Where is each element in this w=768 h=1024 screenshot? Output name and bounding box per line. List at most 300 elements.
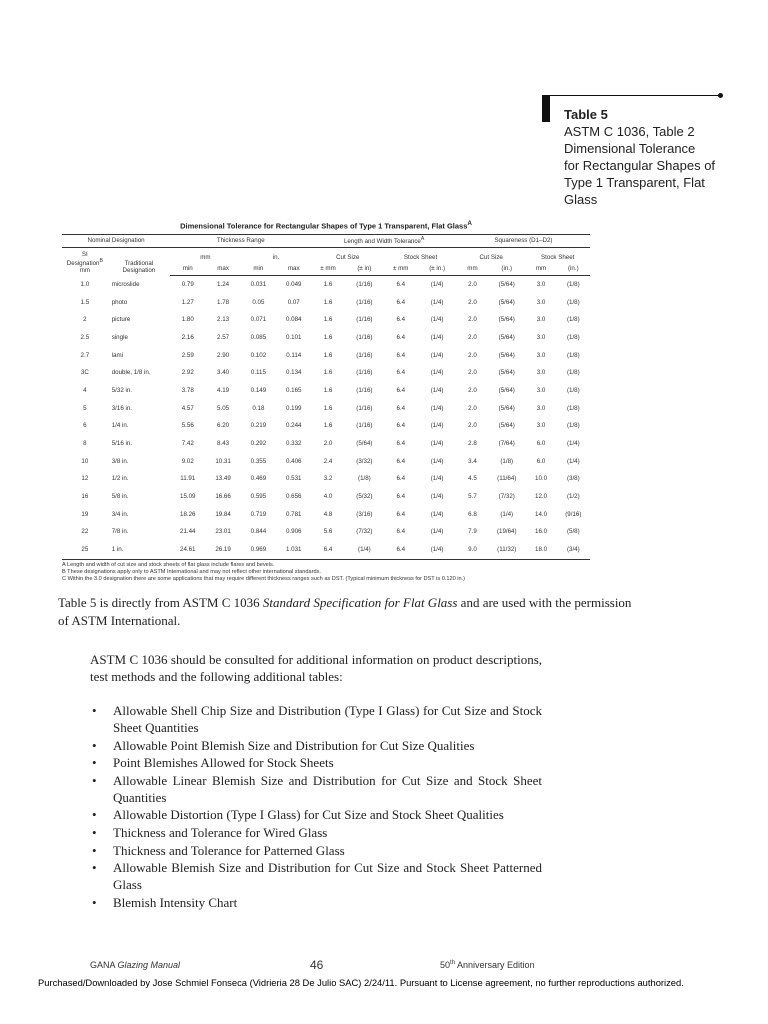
table-cell: (5/64) — [498, 280, 515, 288]
table-cell: (5/64) — [498, 316, 515, 324]
table-cell: (1/8) — [358, 475, 371, 483]
caption-line: Type 1 Transparent, Flat — [564, 175, 705, 190]
table-cell: (1/16) — [356, 386, 373, 394]
table-cell: 5/32 in. — [111, 386, 133, 394]
header-sq-stock-sheet: Stock Sheet — [541, 253, 575, 261]
table-cell: 6.4 — [396, 404, 406, 412]
table-cell: (19/64) — [496, 528, 517, 536]
table-cell: 0.134 — [285, 369, 302, 377]
table-cell: 1/4 in. — [111, 422, 129, 430]
table-cell: 2.13 — [217, 316, 230, 324]
table-cell: (1/8) — [566, 298, 580, 306]
header-sq-cut-size: Cut Size — [479, 253, 503, 261]
table-cell: 2.0 — [468, 280, 477, 288]
table-cell: 0.219 — [250, 422, 267, 430]
table-cell: 1.6 — [323, 298, 333, 306]
caption-line: ASTM C 1036, Table 2 — [564, 124, 695, 139]
table-row — [62, 399, 590, 417]
table-cell: (3/16) — [356, 510, 373, 518]
table-cell: 0.149 — [250, 386, 267, 394]
table-cell: 6.4 — [396, 440, 406, 448]
table-cell: 6.4 — [396, 333, 406, 341]
header-si: SI Designation$^B$ mm — [66, 250, 103, 274]
table-cell: 0.199 — [285, 404, 302, 412]
table-cell: 0.101 — [285, 333, 302, 341]
table-cell: 5/8 in. — [111, 493, 129, 501]
table-cell: 1.6 — [323, 422, 333, 430]
table-cell: 3.0 — [536, 351, 546, 359]
table-cell: 0.844 — [250, 528, 267, 536]
table-cell: 4.5 — [468, 475, 477, 483]
list-item: • Allowable Point Blemish Size and Distribution for Cut Size Qualities — [90, 737, 542, 754]
table-cell: (1/4) — [430, 386, 444, 394]
table-cell: 0.406 — [285, 457, 302, 465]
column-header: max — [205, 262, 240, 276]
table-cell: double, 1/8 in. — [111, 369, 151, 377]
table-cell: (1/4) — [430, 298, 444, 306]
table-cell: (1/16) — [356, 404, 373, 412]
table-cell: 4.8 — [323, 510, 333, 518]
table-cell: 3.0 — [536, 404, 546, 412]
table-cell: 11.91 — [180, 475, 196, 483]
table-cell: 16.66 — [215, 493, 231, 501]
table-footnotes — [62, 562, 590, 583]
table-cell: 1.78 — [217, 298, 230, 306]
table-cell: 0.102 — [250, 351, 267, 359]
table-cell: 8.43 — [217, 440, 230, 448]
table-cell: 3.2 — [323, 475, 333, 483]
header-cut-size: Cut Size — [336, 253, 360, 261]
table-cell: 2.0 — [468, 422, 477, 430]
table-cell: (1/4) — [345, 541, 384, 559]
table-cell: 0.165 — [285, 386, 302, 394]
table-cell: (1/8) — [566, 404, 580, 412]
table-cell: 0.031 — [250, 280, 267, 288]
table-cell: (1/4) — [566, 440, 580, 448]
table-cell: (3/4) — [557, 541, 590, 559]
table-cell: 6.4 — [384, 541, 417, 559]
list-item: • Allowable Distortion (Type I Glass) for Cut Size and Stock Sheet Qualities — [90, 806, 542, 823]
header-length-width: Length and Width Tolerance$^A$ — [311, 234, 456, 247]
table-cell: (5/8) — [566, 528, 580, 536]
table-cell: 1.24 — [217, 280, 230, 288]
table-cell: 6.4 — [396, 528, 406, 536]
list-item: • Thickness and Tolerance for Patterned Glass — [90, 842, 542, 859]
table-cell: 0.115 — [250, 369, 266, 377]
table-row — [62, 329, 590, 347]
table-cell: 5 — [83, 404, 87, 412]
table-cell: 3C — [80, 369, 89, 377]
table-cell: 16.0 — [535, 528, 548, 536]
table-cell: 13.49 — [215, 475, 231, 483]
table-cell: 0.595 — [250, 493, 267, 501]
table-cell: 0.114 — [286, 351, 302, 359]
table-cell: 16 — [81, 493, 89, 501]
table-cell: (1/8) — [566, 333, 580, 341]
table-cell: (1/16) — [356, 369, 373, 377]
table-cell: 2.57 — [217, 333, 230, 341]
caption-marker-bar — [542, 96, 550, 122]
caption-title: Table 5 — [564, 107, 608, 122]
table-cell: (1/16) — [356, 333, 373, 341]
table-cell: 1 in. — [108, 541, 170, 559]
table-cell: 0.05 — [252, 298, 265, 306]
table-cell: (1/4) — [500, 510, 514, 518]
table-cell: (1/4) — [430, 457, 444, 465]
table-cell: (1/4) — [430, 280, 444, 288]
caption-rule-dot — [718, 93, 723, 98]
table-cell: 6.4 — [396, 351, 406, 359]
column-header: mm — [525, 262, 556, 276]
table-cell: 19.84 — [215, 510, 231, 518]
column-header: mm — [457, 262, 488, 276]
column-header: ± mm — [311, 262, 344, 276]
table-cell: 0.531 — [285, 475, 302, 483]
table-cell: 3.0 — [536, 386, 546, 394]
table-cell: 26.19 — [205, 541, 240, 559]
table-cell: 3.0 — [536, 280, 546, 288]
table-cell: 6.4 — [396, 369, 406, 377]
table-cell: (1/4) — [430, 404, 444, 412]
purchase-notice: Purchased/Downloaded by Jose Schmiel Fonseca (Vidrieria 28 De Julio SAC) 2/24/11. Pursuant to License agreement, no further reproductions authorized. — [38, 977, 684, 988]
table-row — [62, 417, 590, 435]
table-cell: (1/16) — [356, 422, 373, 430]
table-cell: 2 — [83, 316, 87, 324]
table-cell: (1/4) — [430, 528, 444, 536]
source-title: Standard Specification for Flat Glass — [262, 595, 458, 610]
table-row — [62, 505, 590, 523]
table-cell: microslide — [111, 280, 140, 288]
table-cell: 6.4 — [396, 422, 406, 430]
table-cell: 12 — [81, 475, 89, 483]
table-cell: 0.049 — [285, 280, 302, 288]
table-cell: (1/4) — [430, 333, 444, 341]
table-cell: 0.07 — [287, 298, 300, 306]
table-cell: 6.4 — [396, 457, 406, 465]
table-cell: 6.0 — [536, 440, 546, 448]
table-row — [62, 523, 590, 541]
table-cell: 22 — [81, 528, 89, 536]
table-cell: (1/16) — [356, 280, 373, 288]
table-cell: 7/8 in. — [111, 528, 129, 536]
header-traditional: Traditional Designation — [122, 260, 156, 274]
table-cell: (1/4) — [430, 510, 444, 518]
tolerance-table-figure — [62, 220, 590, 583]
table-cell: 3/8 in. — [111, 457, 129, 465]
table-cell: (1/8) — [566, 351, 580, 359]
table-cell: picture — [111, 316, 131, 324]
table-cell: 5.7 — [468, 493, 477, 501]
table-cell: 0.469 — [250, 475, 267, 483]
header-in: in. — [272, 253, 280, 261]
table-cell: (3/8) — [566, 475, 580, 483]
table-cell: 24.61 — [170, 541, 205, 559]
table-cell: 3.4 — [468, 457, 477, 465]
table-cell: (11/32) — [488, 541, 525, 559]
table-cell: 2.92 — [181, 369, 194, 377]
column-header: (in.) — [557, 262, 590, 276]
table-cell: 1.6 — [323, 280, 333, 288]
table-cell: (1/8) — [566, 280, 580, 288]
table-cell: 0.969 — [241, 541, 276, 559]
table-cell: 2.0 — [323, 440, 333, 448]
table-cell: 6.4 — [396, 493, 406, 501]
table-cell: 2.0 — [468, 333, 477, 341]
table-cell: (7/32) — [498, 493, 515, 501]
table-cell: 2.0 — [468, 316, 477, 324]
header-thickness: Thickness Range — [170, 234, 311, 247]
table-cell: 6.4 — [396, 475, 406, 483]
table-cell: 21.44 — [180, 528, 196, 536]
additional-tables-list — [90, 702, 542, 911]
source-note: Table 5 is directly from ASTM C 1036 Standard Specification for Flat Glass and are used with the permission of ASTM International. — [58, 595, 632, 628]
table-cell: 3.0 — [536, 298, 546, 306]
table-cell: 6 — [83, 422, 87, 430]
header-stock-sheet: Stock Sheet — [403, 253, 438, 261]
column-header: (in.) — [488, 262, 525, 276]
table-cell: 4.0 — [323, 493, 333, 501]
table-cell: 2.8 — [468, 440, 477, 448]
table-cell: 19 — [81, 510, 89, 518]
table-cell: 1.6 — [323, 404, 333, 412]
column-header: max — [276, 262, 311, 276]
table-cell: 3.40 — [217, 369, 230, 377]
table-row — [62, 470, 590, 488]
table-cell: 5.05 — [217, 404, 230, 412]
table-cell: 5.6 — [323, 528, 333, 536]
caption-line: for Rectangular Shapes of — [564, 158, 716, 173]
table-cell: 6.20 — [217, 422, 230, 430]
table-cell: (7/64) — [498, 440, 515, 448]
table-row — [62, 293, 590, 311]
table-cell: 9.02 — [181, 457, 194, 465]
table-cell: 1.031 — [276, 541, 311, 559]
table-cell: 0.656 — [285, 493, 302, 501]
table-cell: (5/64) — [498, 386, 515, 394]
table-cell: 3.0 — [536, 422, 546, 430]
table-cell: 6.4 — [396, 298, 406, 306]
table-body — [62, 275, 590, 559]
table-cell: 2.0 — [468, 351, 477, 359]
table-row — [62, 452, 590, 470]
table-row — [62, 382, 590, 400]
table-cell: 1.6 — [323, 386, 333, 394]
column-header: min — [170, 262, 205, 276]
column-header: min — [241, 262, 276, 276]
table-cell: (1/8) — [566, 316, 580, 324]
table-cell: (1/4) — [430, 422, 444, 430]
table-group-header — [62, 234, 590, 247]
table-cell: (5/64) — [498, 333, 515, 341]
table-row — [62, 364, 590, 382]
table-row — [62, 346, 590, 364]
table-cell: 10 — [81, 457, 89, 465]
table-cell: 18.0 — [525, 541, 556, 559]
table-cell: 1.6 — [323, 369, 333, 377]
table-cell: (1/4) — [430, 351, 444, 359]
table-cell: 0.18 — [252, 404, 265, 412]
table-cell: (1/8) — [500, 457, 514, 465]
list-item: • Allowable Linear Blemish Size and Distribution for Cut Size and Stock Sheet Quantities — [90, 772, 542, 806]
table-row — [62, 435, 590, 453]
table-cell: 1/2 in. — [111, 475, 129, 483]
table-row — [62, 488, 590, 506]
table-cell: 6.4 — [396, 280, 406, 288]
table-caption — [564, 106, 734, 208]
table-cell: 1.6 — [323, 333, 333, 341]
table-cell: 10.31 — [215, 457, 231, 465]
table-cell: 7.9 — [468, 528, 477, 536]
table-cell: (1/4) — [430, 316, 444, 324]
table-cell: 2.5 — [80, 333, 90, 341]
table-cell: 6.4 — [396, 316, 406, 324]
table-cell: 2.59 — [181, 351, 194, 359]
table-cell: 3.0 — [536, 316, 546, 324]
page-number: 46 — [310, 958, 324, 972]
caption-line: Glass — [564, 192, 598, 207]
table-cell: 1.6 — [323, 316, 333, 324]
table-cell: (9/16) — [565, 510, 582, 518]
table-cell: 14.0 — [535, 510, 548, 518]
table-cell: 0.292 — [250, 440, 267, 448]
table-cell: 0.719 — [250, 510, 267, 518]
table-cell: (1/2) — [566, 493, 580, 501]
table-cell: 2.4 — [323, 457, 333, 465]
list-item: • Blemish Intensity Chart — [90, 894, 542, 911]
footnote: A Length and width of cut size and stock sheets of flat glass include flares and bevels. — [62, 561, 275, 568]
table-cell: 10.0 — [535, 475, 548, 483]
table-cell: (5/64) — [498, 422, 515, 430]
table-title: Dimensional Tolerance for Rectangular Shapes of Type 1 Transparent, Flat Glass$^A$ — [180, 220, 472, 231]
table-cell: 4 — [83, 386, 87, 394]
list-item: • Allowable Blemish Size and Distribution for Cut Size and Stock Sheet Patterned Glass — [90, 859, 542, 893]
table-cell: (5/64) — [498, 351, 515, 359]
caption-line: Dimensional Tolerance — [564, 141, 696, 156]
table-cell: (1/16) — [356, 316, 373, 324]
table-cell: 0.244 — [285, 422, 302, 430]
table-cell: 0.084 — [285, 316, 302, 324]
table-cell: 6.4 — [311, 541, 344, 559]
table-cell: 4.19 — [217, 386, 230, 394]
table-cell: (1/4) — [566, 457, 580, 465]
table-cell: 7.42 — [181, 440, 194, 448]
table-cell: 2.7 — [80, 351, 90, 359]
table-cell: 2.0 — [468, 404, 477, 412]
table-cell: 3/4 in. — [111, 510, 129, 518]
table-cell: (1/4) — [430, 369, 444, 377]
table-cell: 8 — [83, 440, 87, 448]
table-cell: (1/8) — [566, 386, 580, 394]
table-cell: (1/8) — [566, 369, 580, 377]
table-cell: (5/64) — [498, 404, 515, 412]
table-row — [62, 541, 590, 559]
table-cell: 3.78 — [181, 386, 194, 394]
table-cell: 0.79 — [181, 280, 194, 288]
table-cell: 0.781 — [285, 510, 302, 518]
table-cell: 18.26 — [180, 510, 196, 518]
column-header: (± in) — [345, 262, 384, 276]
table-cell: 25 — [62, 541, 108, 559]
footnote: C Within the 3.0 designation there are some applications that may require different thickness ranges such as DST. (Typical minimum thickness for DST is 0.120 in.) — [62, 575, 466, 582]
table-cell: (3/32) — [356, 457, 373, 465]
table-cell: 3.0 — [536, 333, 546, 341]
tolerance-table — [62, 234, 590, 560]
footer-edition: 50th Anniversary Edition — [440, 960, 535, 970]
table-cell: (7/32) — [356, 528, 373, 536]
table-cell: 6.4 — [396, 510, 406, 518]
header-squareness: Squareness (D1–D2) — [457, 234, 590, 247]
footnote: B These designations apply only to ASTM International and may not reflect other international standards. — [62, 568, 321, 575]
table-cell: 6.0 — [536, 457, 546, 465]
column-header: (± in.) — [417, 262, 457, 276]
column-header: ± mm — [384, 262, 417, 276]
table-cell: 2.90 — [217, 351, 230, 359]
list-item: • Allowable Shell Chip Size and Distribution (Type I Glass) for Cut Size and Stock Sheet Quantities — [90, 702, 542, 736]
table-cell: photo — [111, 298, 128, 306]
table-cell: (1/4) — [430, 493, 444, 501]
table-cell: (5/64) — [498, 369, 515, 377]
table-cell: (5/64) — [498, 298, 515, 306]
table-row — [62, 275, 590, 293]
table-cell: (5/32) — [356, 493, 373, 501]
table-cell: (1/4) — [430, 475, 444, 483]
table-cell: 1.6 — [323, 351, 333, 359]
table-cell: 1.27 — [181, 298, 194, 306]
table-cell: 1.80 — [181, 316, 194, 324]
table-cell: 5.56 — [181, 422, 194, 430]
table-cell: (1/4) — [417, 541, 457, 559]
table-cell: 12.0 — [535, 493, 548, 501]
table-cell: 0.071 — [250, 316, 267, 324]
intro-paragraph: ASTM C 1036 should be consulted for additional information on product descriptions, test methods and the following additional tables: — [90, 652, 542, 684]
table-cell: lami — [111, 351, 124, 359]
table-cell: 5/16 in. — [111, 440, 133, 448]
table-cell: 2.16 — [181, 333, 194, 341]
table-cell: 4.57 — [181, 404, 194, 412]
table-cell: 1.0 — [80, 280, 90, 288]
table-cell: 6.8 — [468, 510, 477, 518]
table-cell: 0.906 — [285, 528, 302, 536]
table-cell: 2.0 — [468, 369, 477, 377]
table-cell: 6.4 — [396, 386, 406, 394]
table-cell: (11/64) — [497, 475, 517, 483]
caption-rule — [542, 95, 720, 96]
table-cell: (1/4) — [430, 440, 444, 448]
table-cell: 9.0 — [457, 541, 488, 559]
list-item: • Point Blemishes Allowed for Stock Sheets — [90, 754, 542, 771]
table-cell: 2.0 — [468, 386, 477, 394]
table-cell: 15.09 — [180, 493, 196, 501]
table-cell: 3/16 in. — [111, 404, 133, 412]
header-nominal: Nominal Designation — [62, 234, 170, 247]
table-cell: 23.01 — [215, 528, 231, 536]
table-row — [62, 311, 590, 329]
table-cell: 3.0 — [536, 369, 546, 377]
table-cell: (5/64) — [356, 440, 373, 448]
footer-manual-title: GANA Glazing Manual — [90, 960, 181, 970]
table-cell: (1/8) — [566, 422, 580, 430]
table-cell: (1/16) — [356, 298, 373, 306]
table-cell: 2.0 — [468, 298, 477, 306]
table-cell: 1.5 — [80, 298, 90, 306]
table-cell: 0.332 — [285, 440, 302, 448]
table-cell: single — [111, 333, 128, 341]
table-cell: (1/16) — [356, 351, 373, 359]
table-cell: 0.085 — [250, 333, 267, 341]
table-subgroup-header — [62, 247, 590, 262]
list-item: • Thickness and Tolerance for Wired Glass — [90, 824, 542, 841]
header-mm: mm — [200, 253, 211, 261]
